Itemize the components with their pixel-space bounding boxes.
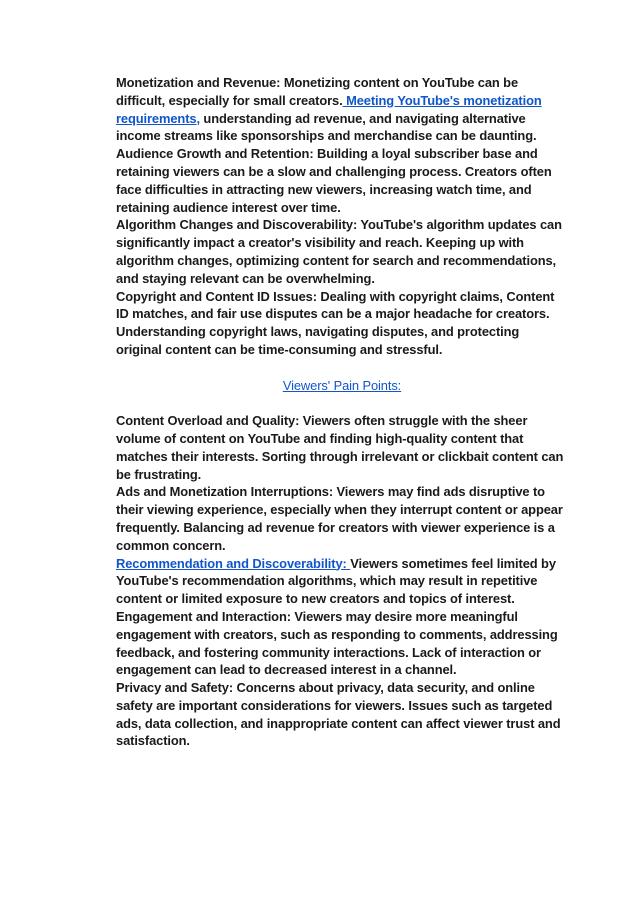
paragraph-content-overload: Content Overload and Quality: Viewers often struggle with the sheer volume of content on YouTube and finding high-quality content that matches their interests. Sorting through irrelevant or clickbait content can be frustrating.: [116, 413, 564, 482]
monetization-text-before: Monetization and Revenue: Monetizing content on YouTube can be difficult, especially for small creators.: [116, 75, 519, 108]
recommendation-text-after: Viewers sometimes feel limited by YouTube's recommendation algorithms, which may result in repetitive content or limited exposure to new creators and topics of interest.: [116, 555, 556, 607]
paragraph-monetization-revenue: [116, 74, 568, 145]
monetization-text-after: understanding ad revenue, and navigating alternative income streams like sponsorships and merchandise can be daunting.: [116, 110, 537, 144]
paragraph-recommendation-discoverability: [116, 555, 568, 608]
paragraph-audience-growth: Audience Growth and Retention: Building a loyal subscriber base and retaining viewers can be a slow and challenging process. Creators often face difficulties in attracting new viewers, increasing watch time, and retaining audience interest over time.: [116, 146, 552, 215]
viewers-pain-points-heading-link[interactable]: Viewers' Pain Points:: [282, 377, 402, 393]
document-page: [116, 74, 568, 750]
paragraph-engagement-interaction: Engagement and Interaction: Viewers may desire more meaningful engagement with creators, such as responding to comments, addressing feedback, and fostering community interactions. Lack of interaction or engagement can lead to decreased interest in a channel.: [116, 608, 558, 678]
monetization-requirements-link[interactable]: Meeting YouTube's monetization requirements,: [116, 92, 542, 126]
viewers-heading-line: [116, 377, 568, 395]
paragraph-ads-interruptions: Ads and Monetization Interruptions: Viewers may find ads disruptive to their viewing experience, especially when they interrupt content or appear frequently. Balancing ad revenue for creators with viewer experience is a common concern.: [116, 484, 563, 553]
paragraph-algorithm-changes: Algorithm Changes and Discoverability: YouTube's algorithm updates can significantly impact a creator's visibility and reach. Keeping up with algorithm changes, optimizing content for search and recommendations, and staying relevant can be overwhelming.: [116, 217, 562, 286]
recommendation-discoverability-link[interactable]: Recommendation and Discoverability:: [116, 555, 351, 571]
paragraph-privacy-safety: Privacy and Safety: Concerns about privacy, data security, and online safety are important considerations for viewers. Issues such as targeted ads, data collection, and inappropriate content can affect viewer trust and satisfaction.: [116, 680, 561, 749]
paragraph-copyright-issues: Copyright and Content ID Issues: Dealing with copyright claims, Content ID matches, and fair use disputes can be a major headache for creators. Understanding copyright laws, navigating disputes, and protecting original content can be time-consuming and stressful.: [116, 288, 555, 357]
